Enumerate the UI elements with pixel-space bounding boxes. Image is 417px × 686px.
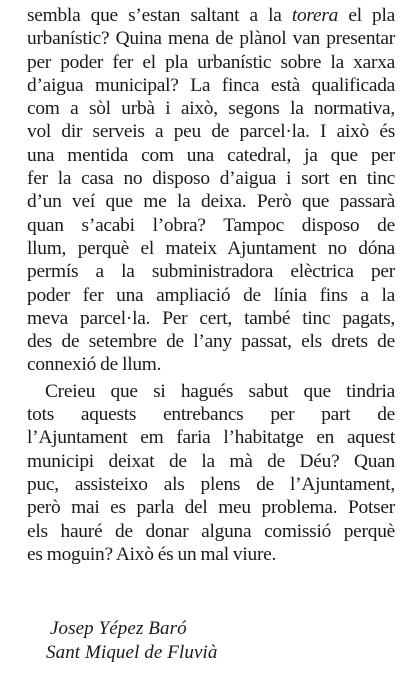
text-line: d’aigua municipal? La finca està qualificada	[27, 74, 395, 96]
text-line: poder fer una ampliació de línia fins a la	[27, 284, 395, 306]
text-line: però mai es parla del meu problema. Potser	[27, 497, 395, 519]
text-line: connexió de llum.	[27, 354, 162, 376]
paragraph-2	[27, 380, 395, 566]
author-name: Josep Yépez Baró	[50, 618, 187, 639]
text-line: vol dir serveis a peu de parcel·la. I això és	[27, 121, 395, 143]
text-line: municipi deixat de la mà de Déu? Quan	[27, 450, 395, 472]
signature-block	[46, 617, 217, 665]
text-line: permís a la subministradora elèctrica per	[27, 261, 395, 283]
text-line: els hauré de donar alguna comissió perquè	[27, 520, 395, 542]
text-line: d’un veí que me la deixa. Però que passarà	[27, 191, 395, 213]
text-line: des de setembre de l’any passat, els drets de	[27, 331, 395, 353]
letter-body	[27, 4, 395, 566]
text-segment: el pla	[338, 5, 395, 26]
italic-word: torera	[291, 5, 339, 26]
text-line: com a sòl urbà i això, segons la normativa,	[27, 98, 395, 120]
text-line: Creieu que si hagués sabut que tindria	[45, 380, 395, 402]
text-line: per poder fer el pla urbanístic sobre la xarxa	[27, 51, 395, 73]
text-line: tots aquests entrebancs per part de	[27, 404, 395, 426]
text-line: meva parcel·la. Per cert, també tinc pagats,	[27, 307, 395, 329]
text-line: fer la casa no disposo d’aigua i sort en tinc	[27, 168, 395, 190]
text-line	[27, 4, 395, 27]
text-line: l’Ajuntament em faria l’habitatge en aquest	[27, 427, 395, 449]
text-line: quan s’acabi l’obra? Tampoc disposo de	[27, 214, 395, 236]
text-line: una mentida com una catedral, ja que per	[27, 144, 395, 166]
text-line: es moguin? Això és un mal viure.	[27, 543, 277, 565]
paragraph-1	[27, 4, 395, 377]
text-line: puc, assisteixo als plens de l’Ajuntament,	[27, 473, 395, 495]
text-line: urbanístic? Quina mena de plànol van presentar	[27, 28, 395, 50]
author-location: Sant Miquel de Fluvià	[46, 642, 218, 663]
text-line: llum, perquè el mateix Ajuntament no dóna	[27, 237, 395, 259]
text-segment: sembla que s’estan saltant a la	[27, 5, 292, 26]
